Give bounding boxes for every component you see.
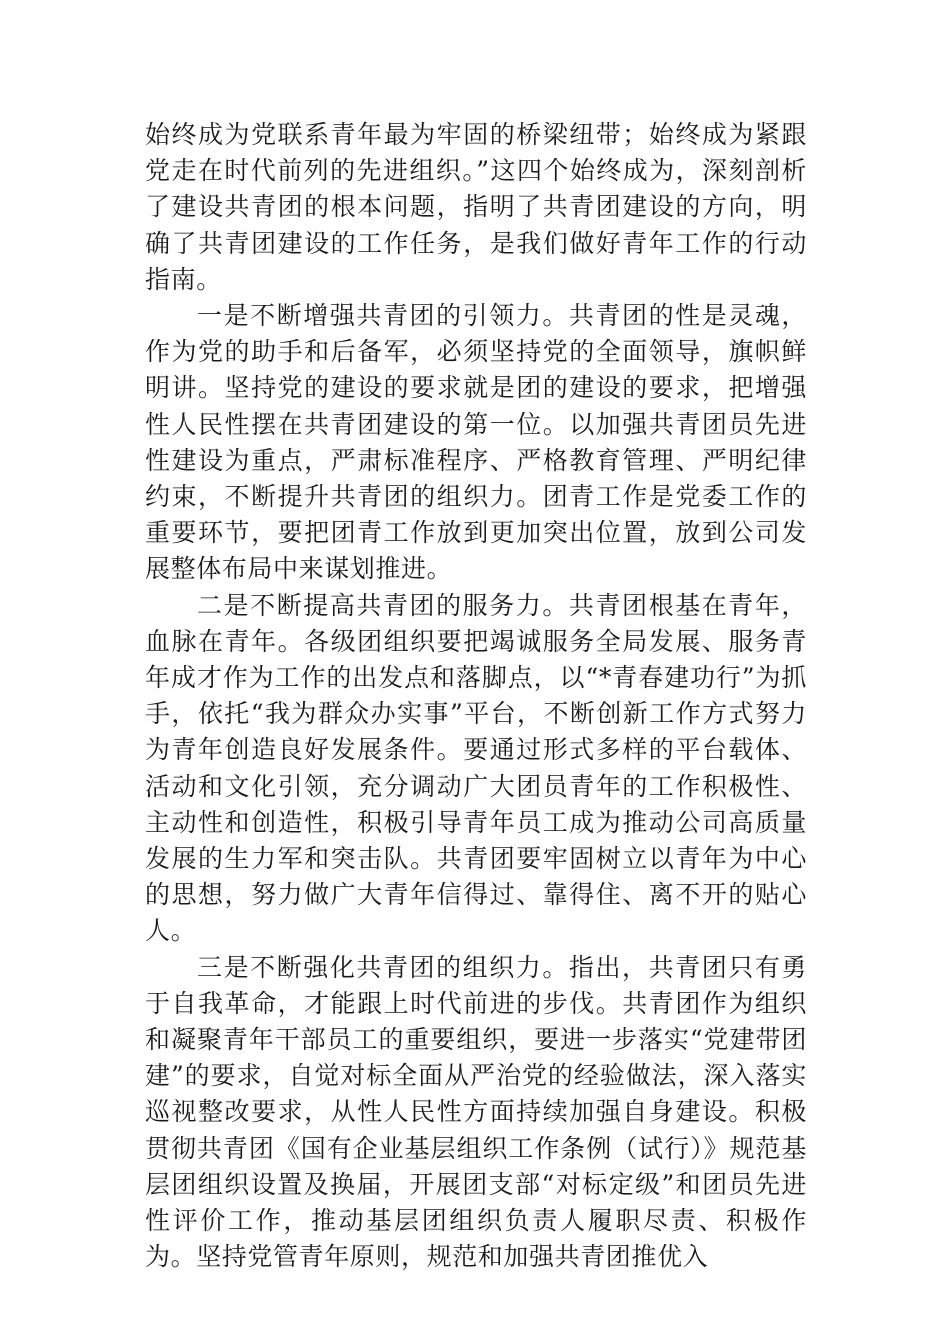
paragraph-intro: 始终成为党联系青年最为牢固的桥梁纽带；始终成为紧跟党走在时代前列的先进组织。”这四个始终成为，深刻剖析了建设共青团的根本问题，指明了共青团建设的方向，明确了共青团建设的工作任务，是我们做好青年工作的行动指南。 xyxy=(145,120,807,294)
paragraph-service: 二是不断提高共青团的服务力。共青团根基在青年，血脉在青年。各级团组织要把竭诚服务全局发展、服务青年成才作为工作的出发点和落脚点，以“*青春建功行”为抓手，依托“我为群众办实事”平台，不断创新工作方式努力为青年创造良好发展条件。要通过形式多样的平台载体、活动和文化引领，充分调动广大团员青年的工作积极性、主动性和创造性，积极引导青年员工成为推动公司高质量发展的生力军和突击队。共青团要牢固树立以青年为中心的思想，努力做广大青年信得过、靠得住、离不开的贴心人。 xyxy=(145,590,807,946)
paragraph-organization: 三是不断强化共青团的组织力。指出，共青团只有勇于自我革命，才能跟上时代前进的步伐。共青团作为组织和凝聚青年干部员工的重要组织，要进一步落实“党建带团建”的要求，自觉对标全面从严治党的经验做法，深入落实巡视整改要求，从性人民性方面持续加强自身建设。积极贯彻共青团《国有企业基层组织工作条例（试行）》规范基层团组织设置及换届，开展团支部“对标定级”和团员先进性评价工作，推动基层团组织负责人履职尽责、积极作为。坚持党管青年原则，规范和加强共青团推优入 xyxy=(145,952,807,1272)
document-body xyxy=(145,117,807,1276)
paragraph-leadership: 一是不断增强共青团的引领力。共青团的性是灵魂，作为党的助手和后备军，必须坚持党的全面领导，旗帜鲜明讲。坚持党的建设的要求就是团的建设的要求，把增强性人民性摆在共青团建设的第一位。以加强共青团员先进性建设为重点，严肃标准程序、严格教育管理、严明纪律约束，不断提升共青团的组织力。团青工作是党委工作的重要环节，要把团青工作放到更加突出位置，放到公司发展整体布局中来谋划推进。 xyxy=(145,301,807,584)
